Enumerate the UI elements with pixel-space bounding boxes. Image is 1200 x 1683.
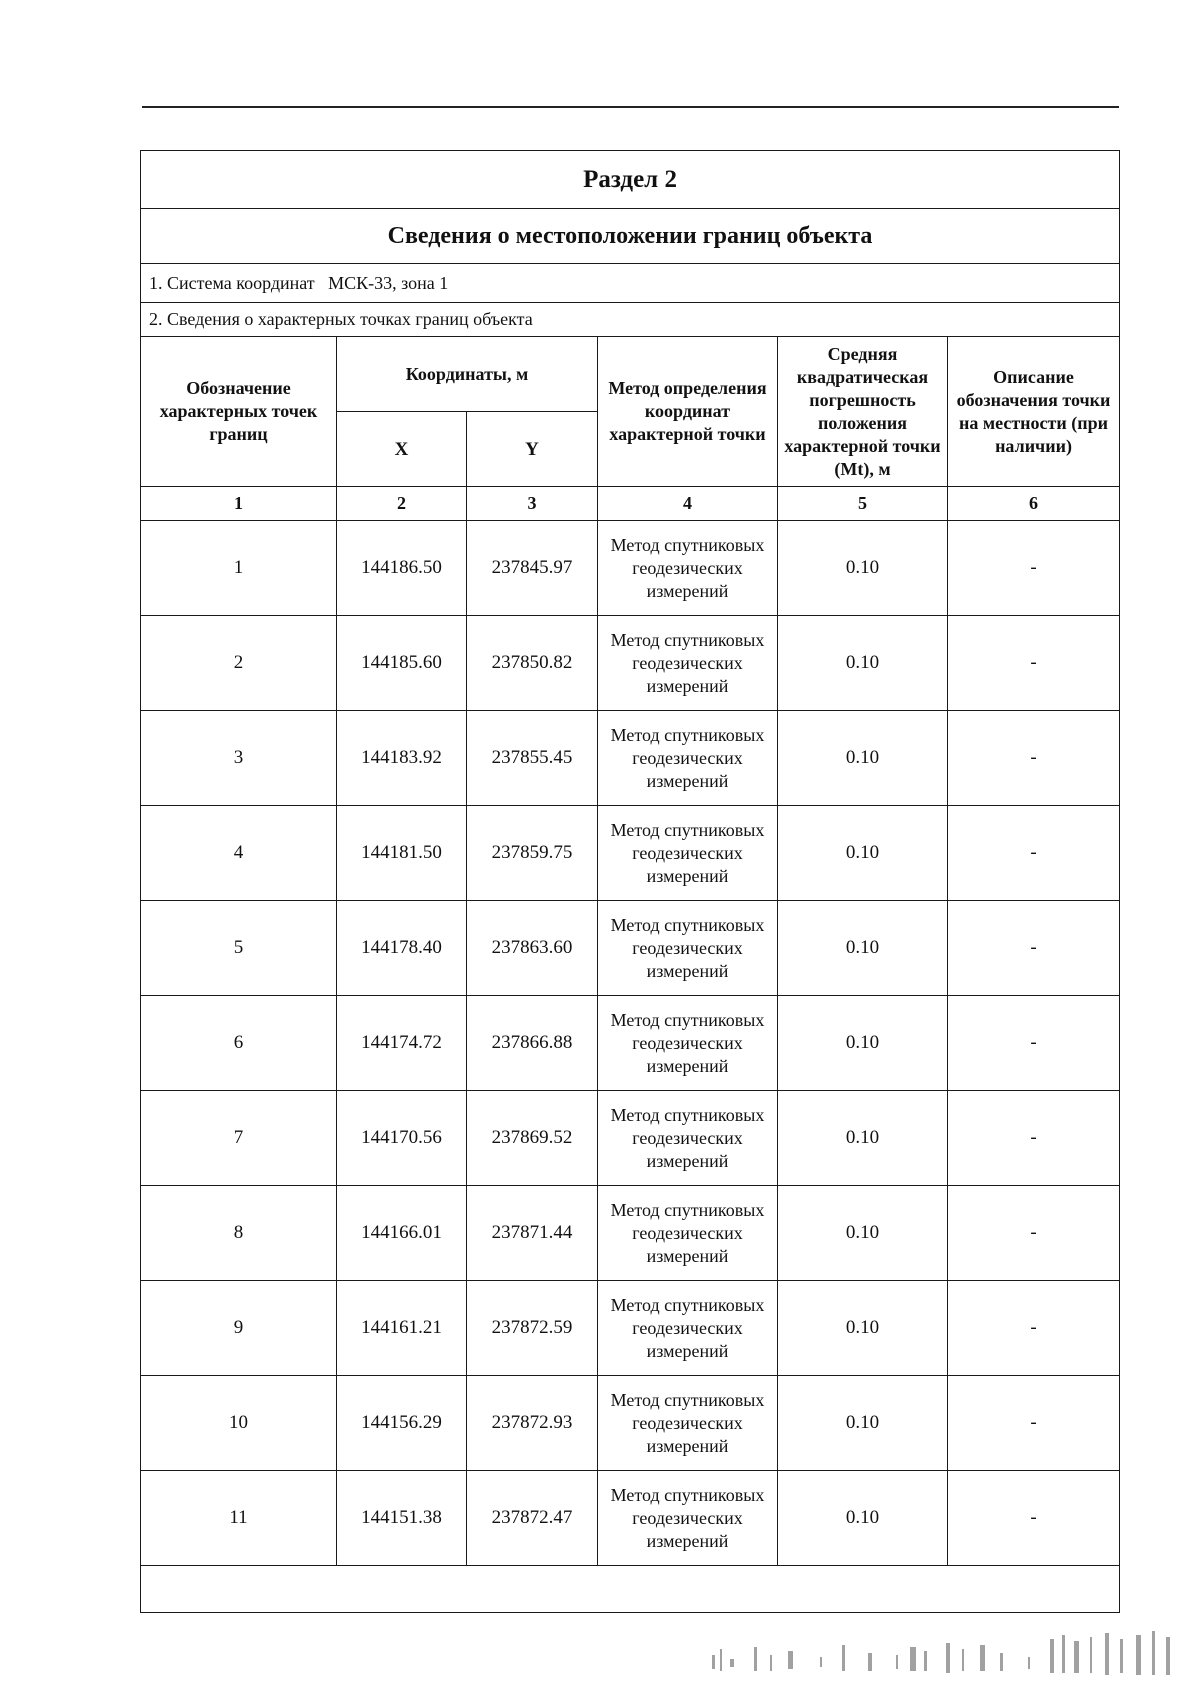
empty-row [141, 1566, 1120, 1613]
cell-x: 144178.40 [337, 901, 467, 996]
cell-error: 0.10 [778, 711, 948, 806]
cell-error: 0.10 [778, 1091, 948, 1186]
cell-x: 144151.38 [337, 1471, 467, 1566]
cell-error: 0.10 [778, 521, 948, 616]
cell-error: 0.10 [778, 1186, 948, 1281]
cell-error: 0.10 [778, 996, 948, 1091]
column-number: 4 [598, 487, 778, 521]
cell-description: - [948, 1186, 1120, 1281]
cell-x: 144161.21 [337, 1281, 467, 1376]
cell-point-id: 1 [141, 521, 337, 616]
cell-description: - [948, 996, 1120, 1091]
cell-point-id: 3 [141, 711, 337, 806]
top-rule [142, 106, 1119, 108]
cell-error: 0.10 [778, 806, 948, 901]
cell-method: Метод спутниковых геодезических измерений [598, 806, 778, 901]
cell-y: 237872.93 [467, 1376, 598, 1471]
col-coordinates-header: Координаты, м [337, 337, 598, 412]
column-header-row [141, 337, 1120, 412]
cell-y: 237869.52 [467, 1091, 598, 1186]
cell-method: Метод спутниковых геодезических измерений [598, 1186, 778, 1281]
cell-error: 0.10 [778, 1281, 948, 1376]
cell-x: 144166.01 [337, 1186, 467, 1281]
cell-method: Метод спутниковых геодезических измерений [598, 901, 778, 996]
cell-y: 237872.59 [467, 1281, 598, 1376]
scan-artifact [710, 1625, 1180, 1680]
page-heading: Сведения о местоположении границ объекта [141, 209, 1120, 264]
cell-y: 237845.97 [467, 521, 598, 616]
cell-description: - [948, 806, 1120, 901]
cell-y: 237855.45 [467, 711, 598, 806]
points-caption-row [141, 303, 1120, 337]
cell-method: Метод спутниковых геодезических измерений [598, 521, 778, 616]
coordinate-system-row [141, 264, 1120, 303]
cell-y: 237871.44 [467, 1186, 598, 1281]
cell-description: - [948, 711, 1120, 806]
cell-point-id: 2 [141, 616, 337, 711]
column-number: 5 [778, 487, 948, 521]
cell-y: 237866.88 [467, 996, 598, 1091]
empty-cell [141, 1566, 1120, 1613]
cell-method: Метод спутниковых геодезических измерений [598, 711, 778, 806]
cell-description: - [948, 901, 1120, 996]
col-description-header: Описание обозначения точки на местности (при наличии) [948, 337, 1120, 487]
col-y-header: Y [467, 412, 598, 487]
cell-description: - [948, 1281, 1120, 1376]
column-number-row [141, 487, 1120, 521]
heading-row [141, 209, 1120, 264]
col-designation-header: Обозначение характерных точек границ [141, 337, 337, 487]
cell-y: 237872.47 [467, 1471, 598, 1566]
cell-method: Метод спутниковых геодезических измерений [598, 616, 778, 711]
table-head [141, 151, 1120, 521]
table-row [141, 1091, 1120, 1186]
table-row [141, 996, 1120, 1091]
column-number: 2 [337, 487, 467, 521]
cell-y: 237859.75 [467, 806, 598, 901]
cell-x: 144174.72 [337, 996, 467, 1091]
cell-point-id: 6 [141, 996, 337, 1091]
section-title-row [141, 151, 1120, 209]
table-row [141, 1186, 1120, 1281]
table-row [141, 806, 1120, 901]
cell-x: 144185.60 [337, 616, 467, 711]
cell-error: 0.10 [778, 901, 948, 996]
table-row [141, 901, 1120, 996]
cell-description: - [948, 1376, 1120, 1471]
coordinate-system-value: МСК-33, зона 1 [328, 272, 449, 293]
column-number: 1 [141, 487, 337, 521]
cell-description: - [948, 521, 1120, 616]
cell-error: 0.10 [778, 1471, 948, 1566]
cell-point-id: 9 [141, 1281, 337, 1376]
cell-x: 144181.50 [337, 806, 467, 901]
cell-x: 144183.92 [337, 711, 467, 806]
cell-point-id: 7 [141, 1091, 337, 1186]
cell-error: 0.10 [778, 616, 948, 711]
cell-point-id: 10 [141, 1376, 337, 1471]
cell-description: - [948, 1091, 1120, 1186]
col-method-header: Метод определения координат характерной точки [598, 337, 778, 487]
cell-method: Метод спутниковых геодезических измерений [598, 1091, 778, 1186]
cell-point-id: 11 [141, 1471, 337, 1566]
cell-method: Метод спутниковых геодезических измерений [598, 996, 778, 1091]
cell-method: Метод спутниковых геодезических измерений [598, 1376, 778, 1471]
cell-x: 144156.29 [337, 1376, 467, 1471]
cell-point-id: 8 [141, 1186, 337, 1281]
coordinate-system-label: 1. Система координат [149, 272, 315, 293]
table-row [141, 1471, 1120, 1566]
column-number: 3 [467, 487, 598, 521]
cell-point-id: 4 [141, 806, 337, 901]
cell-method: Метод спутниковых геодезических измерений [598, 1471, 778, 1566]
table-row [141, 616, 1120, 711]
table-row [141, 711, 1120, 806]
column-number: 6 [948, 487, 1120, 521]
table-row [141, 1281, 1120, 1376]
cell-description: - [948, 616, 1120, 711]
table-row [141, 521, 1120, 616]
cell-x: 144186.50 [337, 521, 467, 616]
cell-description: - [948, 1471, 1120, 1566]
col-error-header: Средняя квадратическая погрешность положения характерной точки (Mt), м [778, 337, 948, 487]
table-foot [141, 1566, 1120, 1613]
col-x-header: X [337, 412, 467, 487]
cell-y: 237850.82 [467, 616, 598, 711]
table-row [141, 1376, 1120, 1471]
cell-y: 237863.60 [467, 901, 598, 996]
cell-x: 144170.56 [337, 1091, 467, 1186]
cell-error: 0.10 [778, 1376, 948, 1471]
section-title: Раздел 2 [141, 151, 1120, 209]
boundary-table [140, 150, 1120, 1613]
cell-method: Метод спутниковых геодезических измерений [598, 1281, 778, 1376]
points-caption: 2. Сведения о характерных точках границ объекта [141, 303, 1120, 337]
coordinate-system [141, 264, 1120, 303]
table-body [141, 521, 1120, 1566]
cell-point-id: 5 [141, 901, 337, 996]
